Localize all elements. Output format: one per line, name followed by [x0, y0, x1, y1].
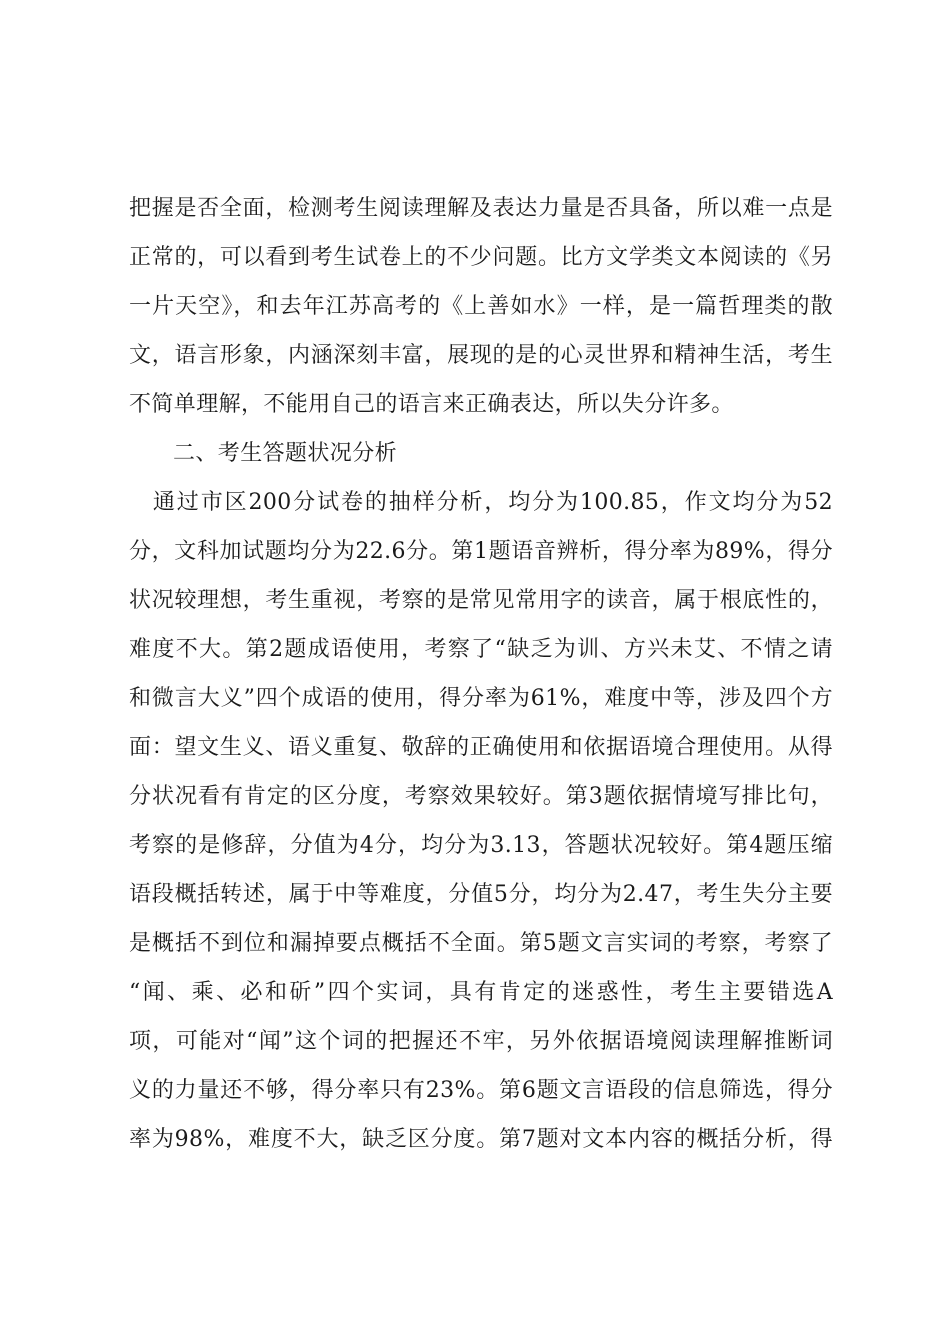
paragraph-2-line: 难度不大。第2题成语使用，考察了“缺乏为训、方兴未艾、不情之请	[129, 637, 833, 662]
paragraph-2-line: 通过市区200分试卷的抽样分析，均分为100.85，作文均分为52	[129, 490, 833, 515]
paragraph-2-line: 面：望文生义、语义重复、敬辞的正确使用和依据语境合理使用。从得	[129, 735, 833, 760]
section-heading: 二、考生答题状况分析	[173, 441, 398, 466]
document-body	[129, 184, 833, 1164]
paragraph-2-line: 率为98%，难度不大，缺乏区分度。第7题对文本内容的概括分析，得	[129, 1127, 833, 1152]
paragraph-2	[129, 478, 833, 1164]
paragraph-2-line: 考察的是修辞，分值为4分，均分为3.13，答题状况较好。第4题压缩	[129, 833, 833, 858]
paragraph-2-line: 分状况看有肯定的区分度，考察效果较好。第3题依据情境写排比句，	[129, 784, 833, 809]
paragraph-1-line: 把握是否全面，检测考生阅读理解及表达力量是否具备，所以难一点是	[129, 196, 833, 221]
paragraph-2-line: 是概括不到位和漏掉要点概括不全面。第5题文言实词的考察，考察了	[129, 931, 833, 956]
paragraph-1-line: 一片天空》，和去年江苏高考的《上善如水》一样，是一篇哲理类的散	[129, 294, 833, 319]
paragraph-2-line: 义的力量还不够，得分率只有23%。第6题文言语段的信息筛选，得分	[129, 1078, 833, 1103]
paragraph-2-line: “闻、乘、必和斫”四个实词，具有肯定的迷惑性，考生主要错选A	[129, 980, 833, 1005]
paragraph-2-line: 语段概括转述，属于中等难度，分值5分，均分为2.47，考生失分主要	[129, 882, 833, 907]
paragraph-1-line: 文，语言形象，内涵深刻丰富，展现的是的心灵世界和精神生活，考生	[129, 343, 833, 368]
paragraph-2-line: 项，可能对“闻”这个词的把握还不牢，另外依据语境阅读理解推断词	[129, 1029, 833, 1054]
paragraph-1	[129, 184, 833, 429]
paragraph-1-line: 正常的，可以看到考生试卷上的不少问题。比方文学类文本阅读的《另	[129, 245, 833, 270]
paragraph-2-line: 分，文科加试题均分为22.6分。第1题语音辨析，得分率为89%，得分	[129, 539, 833, 564]
paragraph-2-line: 和微言大义”四个成语的使用，得分率为61%，难度中等，涉及四个方	[129, 686, 833, 711]
paragraph-1-line: 不简单理解，不能用自己的语言来正确表达，所以失分许多。	[129, 392, 734, 417]
paragraph-2-line: 状况较理想，考生重视，考察的是常见常用字的读音，属于根底性的，	[129, 588, 833, 613]
